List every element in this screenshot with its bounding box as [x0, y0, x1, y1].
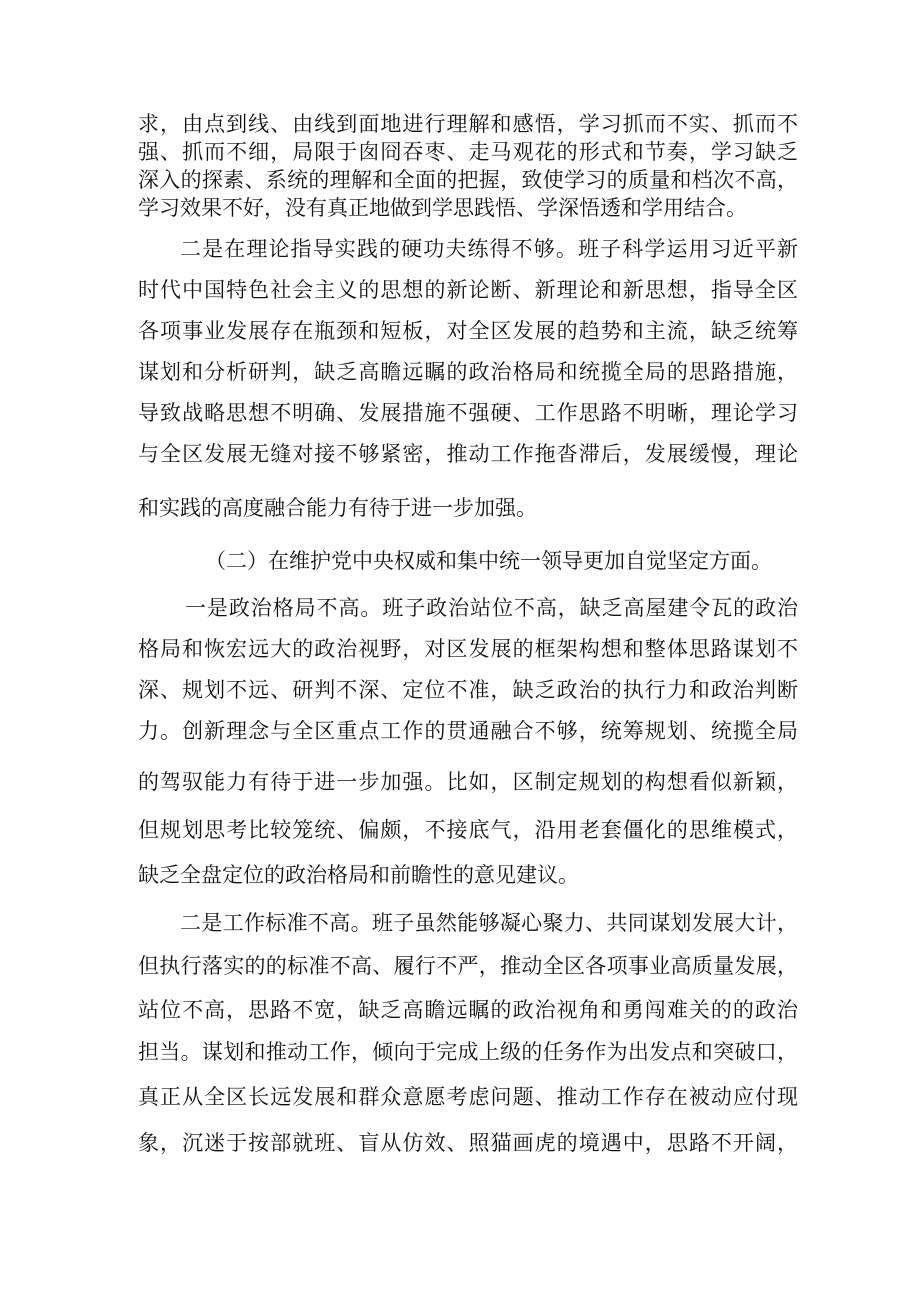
text-line: 真正从全区长远发展和群众意愿考虑问题、推动工作存在被动应付现 [138, 1085, 798, 1109]
text-line: 时代中国特色社会主义的思想的新论断、新理论和新思想，指导全区 [138, 278, 798, 302]
text-line: 的驾驭能力有待于进一步加强。比如，区制定规划的构想看似新颖， [138, 770, 798, 794]
text-line: 深、规划不远、研判不深、定位不准，缺乏政治的执行力和政治判断 [138, 678, 798, 702]
text-line: 但规划思考比较笼统、偏颇，不接底气，沿用老套僵化的思维模式， [138, 818, 798, 842]
text-line: 缺乏全盘定位的政治格局和前瞻性的意见建议。 [138, 863, 579, 887]
text-line: 但执行落实的的标准不高、履行不严，推动全区各项事业高质量发展， [138, 954, 798, 978]
paragraph-first-line: 一是政治格局不高。班子政治站位不高，缺乏高屋建令瓦的政治 [185, 596, 798, 620]
text-line: 学习效果不好，没有真正地做到学思践悟、学深悟透和学用结合。 [138, 196, 747, 220]
text-line: 求，由点到线、由线到面地进行理解和感悟，学习抓而不实、抓而不 [138, 112, 798, 136]
text-line: 深入的探素、系统的理解和全面的把握，致使学习的质量和档次不高， [138, 168, 798, 192]
text-line: 象，沉迷于按部就班、盲从仿效、照猫画虎的境遇中，思路不开阔， [138, 1131, 798, 1155]
text-line: 担当。谋划和推动工作，倾向于完成上级的任务作为出发点和突破口， [138, 1040, 798, 1064]
text-line: 格局和恢宏远大的政治视野，对区发展的框架构想和整体思路谋划不 [138, 637, 798, 661]
text-line: 导致战略思想不明确、发展措施不强硬、工作思路不明晰，理论学习 [138, 401, 798, 425]
text-line: 各项事业发展存在瓶颈和短板，对全区发展的趋势和主流，缺乏统筹 [138, 319, 798, 343]
text-line: 与全区发展无缝对接不够紧密，推动工作拖沓滞后，发展缓慢，理论 [138, 442, 798, 466]
section-heading: （二）在维护党中央权威和集中统一领导更加自觉坚定方面。 [205, 549, 772, 573]
text-line: 力。创新理念与全区重点工作的贯通融合不够，统筹规划、统揽全局 [138, 719, 798, 743]
paragraph-first-line: 二是在理论指导实践的硬功夫练得不够。班子科学运用习近平新 [180, 237, 798, 261]
text-line: 和实践的高度融合能力有待于进一步加强。 [138, 496, 537, 520]
text-line: 站位不高，思路不宽，缺乏高瞻远瞩的政治视角和勇闯难关的的政治 [138, 998, 798, 1022]
text-line: 谋划和分析研判，缺乏高瞻远瞩的政治格局和统揽全局的思路措施， [138, 360, 798, 384]
text-line: 强、抓而不细，局限于囱冏吞枣、走马观花的形式和节奏，学习缺乏 [138, 140, 798, 164]
paragraph-first-line: 二是工作标准不高。班子虽然能够凝心聚力、共同谋划发展大计， [180, 911, 798, 935]
